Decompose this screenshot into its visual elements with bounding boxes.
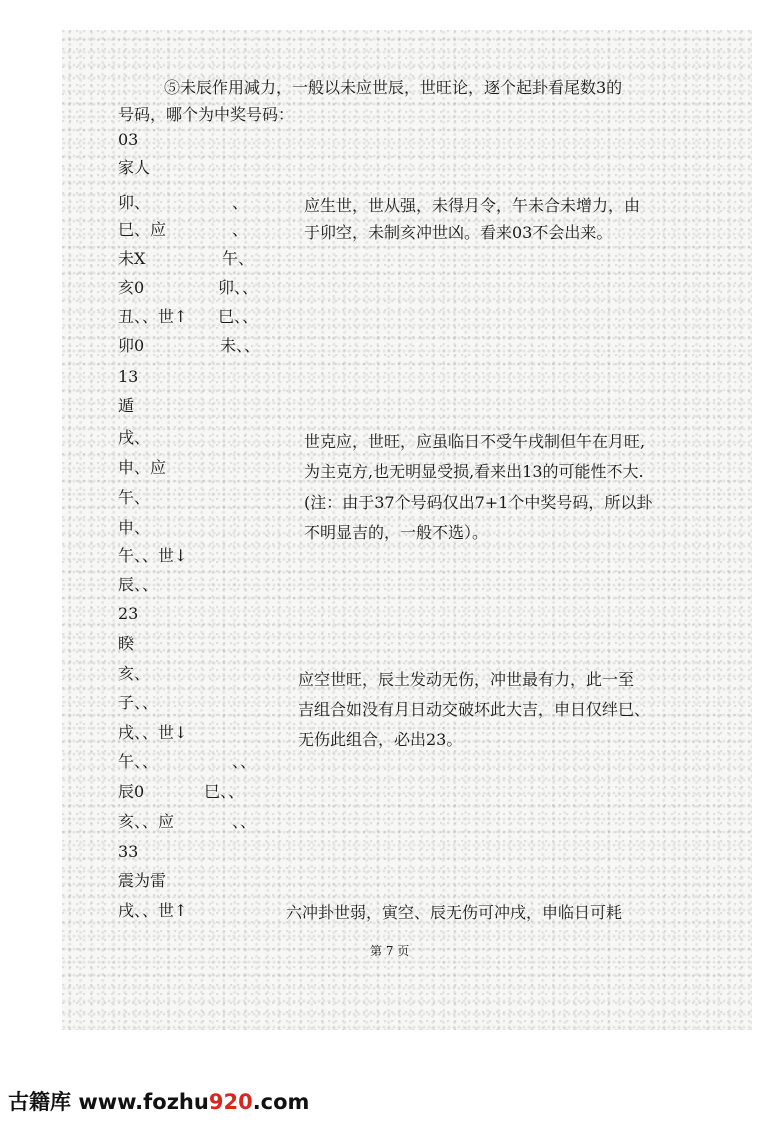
yao-mark: 、 xyxy=(232,220,249,239)
yao-mark: 、、 xyxy=(232,812,257,831)
yao-line: 戌、、世↑ xyxy=(118,901,188,920)
yao-line: 辰、、 xyxy=(118,575,159,594)
comment-23-line-2: 吉组合如没有月日动交破坏此大吉，申日仅绊巳、 xyxy=(298,700,651,719)
yao-line: 申、应 xyxy=(118,458,167,477)
page-number: 第 7 页 xyxy=(370,944,410,958)
yao-line: 申、 xyxy=(118,518,151,537)
yao-line: 卯0 xyxy=(118,336,145,355)
comment-33-line-1: 六冲卦世弱，寅空、辰无伤可冲戌，申临日可耗 xyxy=(286,903,623,922)
yao-mark: 、、 xyxy=(232,752,257,771)
yao-line: 午、、世↓ xyxy=(118,546,188,565)
comment-13-line-1: 世克应，世旺，应虽临日不受午戌制但午在月旺, xyxy=(304,432,646,451)
yao-line: 巳、应 xyxy=(118,220,167,239)
site-watermark xyxy=(8,1086,309,1116)
yao-line: 卯、 xyxy=(118,193,151,212)
comment-13-line-4: 不明显吉的，一般不选）。 xyxy=(304,523,489,542)
gua-name-23: 睽 xyxy=(118,634,135,653)
yao-line: 亥、、应 xyxy=(118,812,175,831)
comment-23-line-1: 应空世旺，辰土发动无伤，冲世最有力，此一至 xyxy=(298,670,635,689)
yao-line: 午、、 xyxy=(118,752,159,771)
number-33: 33 xyxy=(118,842,139,861)
yao-mark: 午、 xyxy=(222,249,255,268)
yao-mark: 未、、 xyxy=(220,336,261,355)
comment-03-line-2: 于卯空，未制亥冲世凶。看来03不会出来。 xyxy=(304,223,613,242)
yao-mark: 卯、、 xyxy=(218,278,259,297)
gua-name-13: 遁 xyxy=(118,396,135,415)
watermark-url-suffix: .com xyxy=(252,1090,310,1114)
gua-name-33: 震为雷 xyxy=(118,871,167,890)
yao-line: 戌、 xyxy=(118,428,151,447)
watermark-url-number: 920 xyxy=(208,1090,253,1114)
yao-mark: 巳、、 xyxy=(218,307,259,326)
intro-line-1: ⑤未辰作用减力，一般以未应世辰，世旺论，逐个起卦看尾数3的 xyxy=(164,78,623,97)
yao-mark: 、 xyxy=(232,193,249,212)
yao-line: 未X xyxy=(118,249,146,268)
watermark-name: 古籍库 xyxy=(8,1090,71,1114)
yao-line: 丑、、世↑ xyxy=(118,307,188,326)
yao-line: 亥0 xyxy=(118,278,145,297)
gua-name-03: 家人 xyxy=(118,158,151,177)
yao-mark: 巳、、 xyxy=(204,782,245,801)
number-23: 23 xyxy=(118,604,139,623)
comment-23-line-3: 无伤此组合，必出23。 xyxy=(298,730,463,749)
comment-03-line-1: 应生世，世从强，未得月令，午未合未增力，由 xyxy=(304,196,641,215)
yao-line: 辰0 xyxy=(118,782,145,801)
yao-line: 午、 xyxy=(118,488,151,507)
comment-13-line-2: 为主克方,也无明显受损,看来出13的可能性不大. xyxy=(304,462,644,481)
watermark-url-prefix: www.fozhu xyxy=(78,1090,209,1114)
yao-line: 子、、 xyxy=(118,693,159,712)
intro-line-2: 号码，哪个为中奖号码： xyxy=(118,105,295,124)
yao-line: 戌、、世↓ xyxy=(118,723,188,742)
number-03: 03 xyxy=(118,130,139,149)
yao-line: 亥、 xyxy=(118,664,151,683)
number-13: 13 xyxy=(118,367,139,386)
comment-13-line-3: (注：由于37个号码仅出7+1个中奖号码，所以卦 xyxy=(304,493,653,512)
